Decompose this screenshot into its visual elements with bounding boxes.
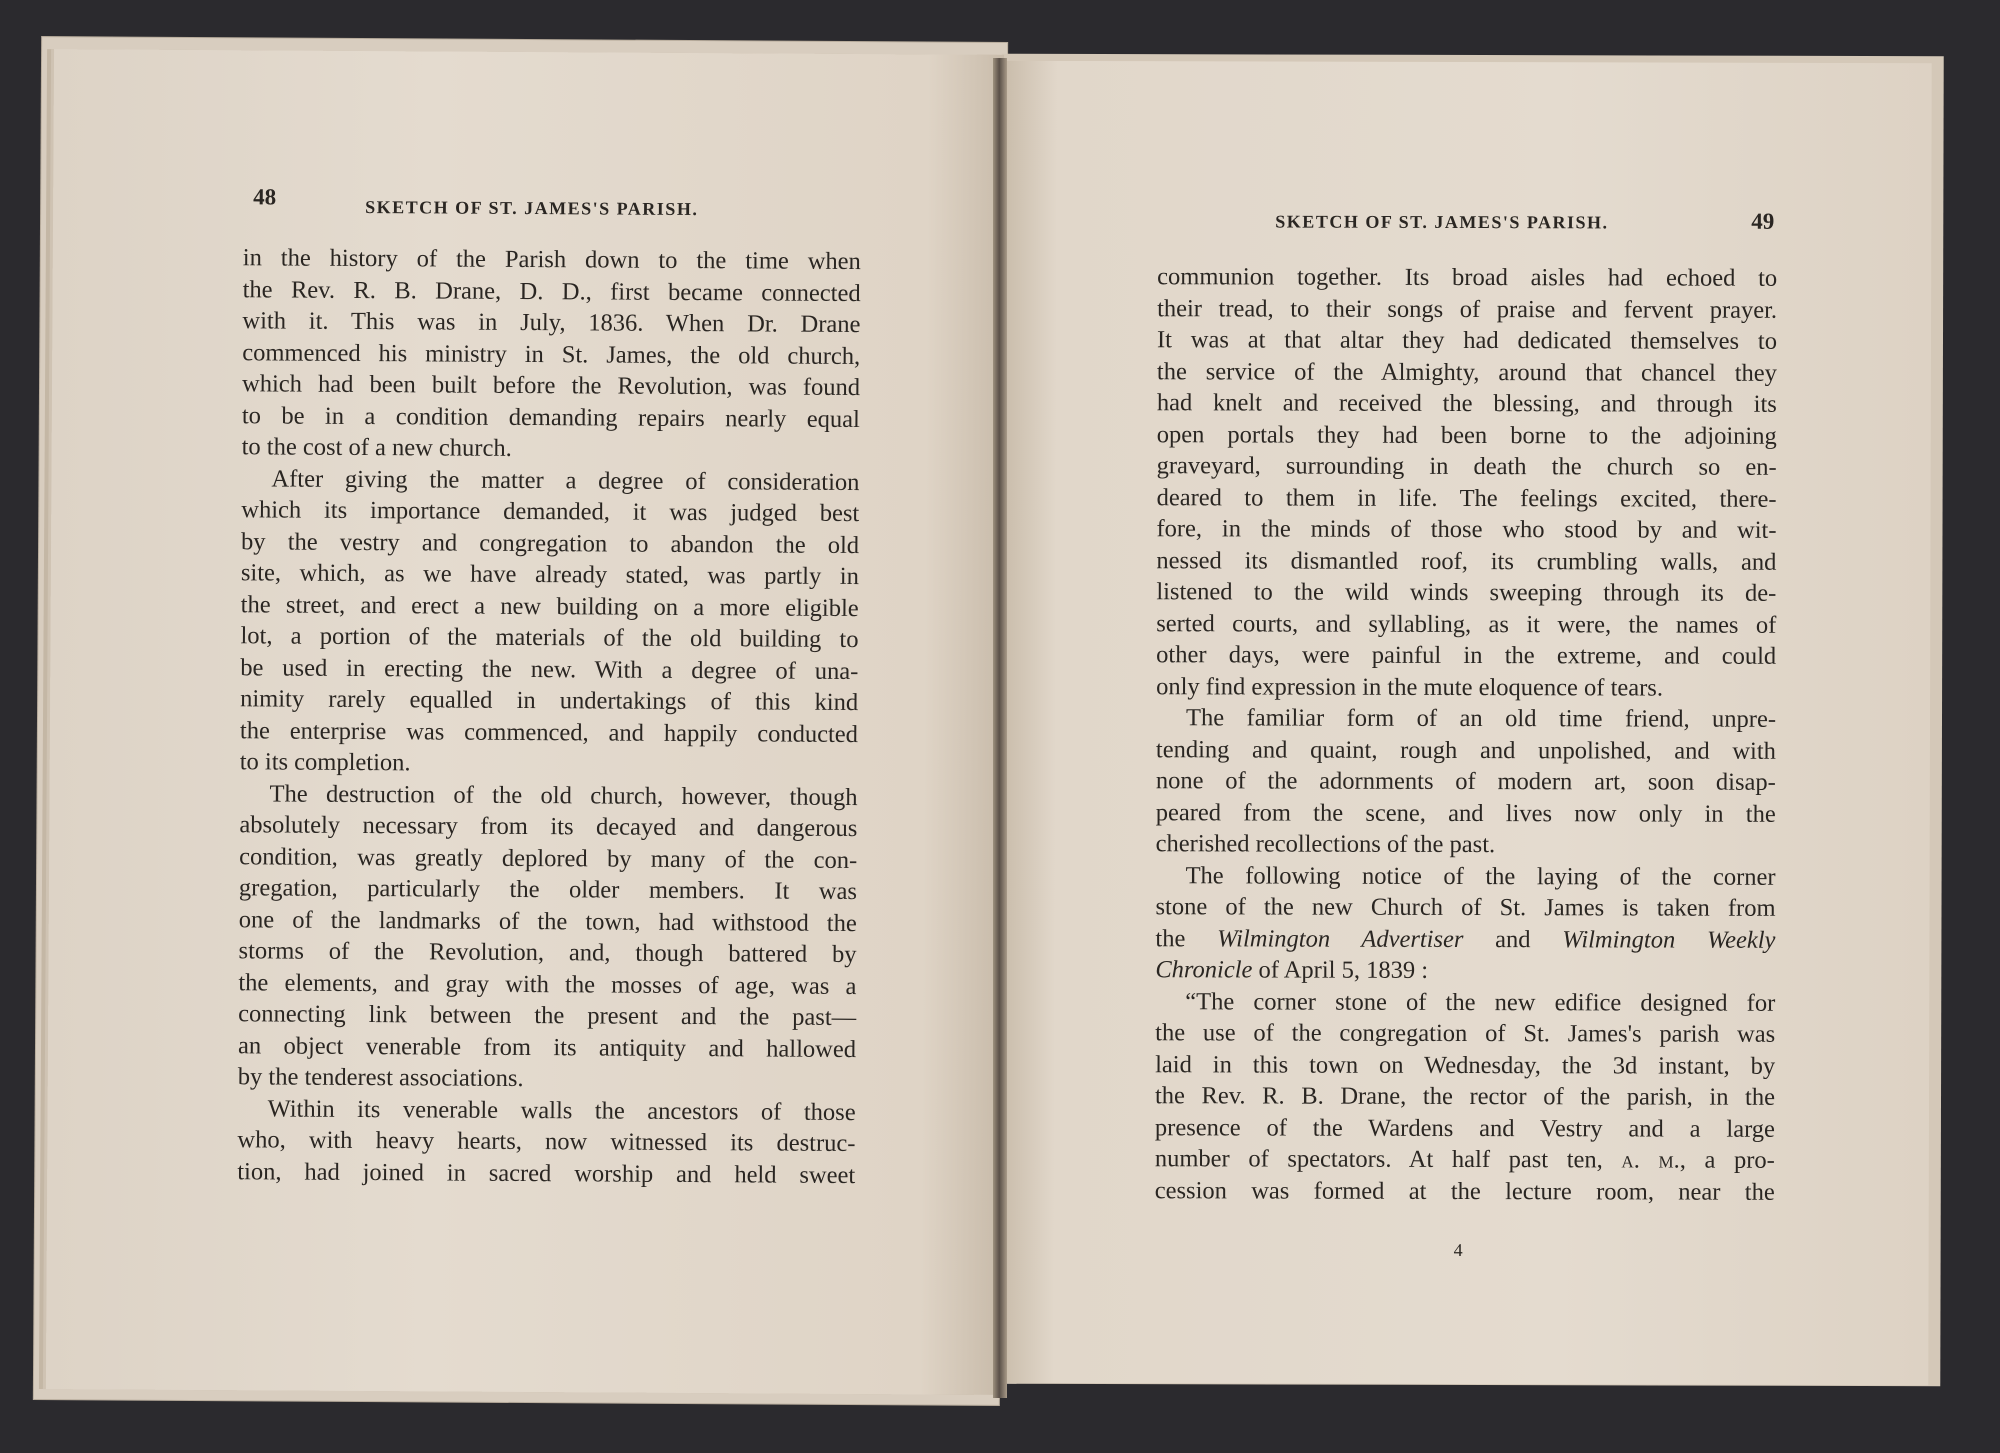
text-line: nimity rarely equalled in undertakings of this kind — [240, 685, 859, 717]
text-line: their tread, to their songs of praise and fervent prayer. — [1157, 294, 1778, 324]
text-line: cherished recollections of the past. — [1155, 830, 1496, 859]
text-line: the elements, and gray with the mosses of age, was a — [238, 968, 857, 1000]
text-line: open portals they had been borne to the adjoining — [1156, 420, 1777, 450]
right-body-text — [1155, 261, 1777, 1208]
text-line: an object venerable from its antiquity and hallowed — [237, 1031, 857, 1063]
text-line: be used in erecting the new. With a degree of una- — [240, 653, 859, 685]
text-line: laid in this town on Wednesday, the 3d instant, by — [1155, 1050, 1776, 1080]
text-line: only find expression in the mute eloquence of tears. — [1156, 672, 1664, 702]
text-line: gregation, particularly the older members. It was — [238, 874, 858, 906]
text-line: deared to them in life. The feelings excited, there- — [1156, 483, 1777, 513]
text-line: storms of the Revolution, and, though battered by — [238, 937, 857, 969]
text-line: fore, in the minds of those who stood by and wit- — [1156, 515, 1777, 544]
quote-line: number of spectators. At half past ten, a. m., a pro- — [1154, 1145, 1775, 1174]
text-line: serted courts, and syllabling, as it were, the names of — [1156, 609, 1777, 639]
text-line: lot, a portion of the materials of the old building to — [240, 622, 859, 654]
text-line: The following notice of the laying of the corner — [1185, 861, 1776, 891]
text-line: which its importance demanded, it was judged best — [241, 496, 860, 528]
text-line: graveyard, surrounding in death the church so en- — [1156, 452, 1777, 481]
text-line: connecting link between the present and the past— — [238, 1000, 857, 1032]
text-line: the street, and erect a new building on a more eligible — [240, 590, 859, 622]
text-line: the Rev. R. B. Drane, D. D., first became connected — [242, 275, 861, 307]
text-line: by the vestry and congregation to abandon the old — [241, 527, 860, 559]
left-page — [46, 49, 1004, 1395]
page-number-right: 49 — [1751, 208, 1775, 234]
page-number-left: 48 — [253, 184, 277, 210]
text-line: stone of the new Church of St. James is taken from — [1155, 893, 1776, 922]
citation-line: Chronicle of April 5, 1839 : — [1155, 956, 1429, 984]
text-line: to be in a condition demanding repairs nearly equal — [241, 401, 860, 433]
text-line: peared from the scene, and lives now only in the — [1155, 798, 1776, 828]
text-line: commenced his ministry in St. James, the old church, — [242, 338, 861, 370]
text-line: with it. This was in July, 1836. When Dr. Drane — [242, 307, 861, 339]
text-line: to its completion. — [239, 748, 411, 777]
text-line: tending and quaint, rough and unpolished, and with — [1155, 735, 1776, 765]
text-line: by the tenderest associations. — [237, 1063, 524, 1092]
text-line: It was at that altar they had dedicated themselves to — [1156, 326, 1778, 355]
text-line: The familiar form of an old time friend, unpre- — [1185, 704, 1777, 733]
book-gutter — [993, 58, 1007, 1398]
text-line: the service of the Almighty, around that chancel they — [1156, 357, 1777, 387]
text-line: Within its venerable walls the ancestors of those — [267, 1094, 856, 1126]
text-line: listened to the wild winds sweeping through its de- — [1156, 578, 1777, 607]
signature-mark: 4 — [1453, 1239, 1463, 1260]
citation-line: the Wilmington Advertiser and Wilmington Weekly — [1155, 924, 1776, 954]
text-line: nessed its dismantled roof, its crumbling walls, and — [1156, 546, 1777, 576]
text-line: absolutely necessary from its decayed and dangerous — [239, 811, 858, 843]
text-line: presence of the Wardens and Vestry and a large — [1154, 1113, 1775, 1143]
text-line: in the history of the Parish down to the time when — [242, 244, 861, 276]
text-line: communion together. Its broad aisles had echoed to — [1157, 263, 1778, 292]
text-line: the enterprise was commenced, and happily conducted — [239, 716, 859, 748]
text-line: the use of the congregation of St. James's parish was — [1155, 1019, 1776, 1048]
right-page — [998, 61, 1931, 1385]
text-line: The destruction of the old church, however, though — [269, 779, 858, 811]
text-line: After giving the matter a degree of consideration — [271, 464, 860, 496]
text-line: had knelt and received the blessing, and through its — [1156, 389, 1777, 418]
text-line: none of the adornments of modern art, soon disap- — [1155, 767, 1776, 796]
running-head-right: SKETCH OF ST. JAMES'S PARISH. — [1275, 211, 1609, 233]
text-line: site, which, as we have already stated, was partly in — [240, 559, 859, 591]
text-line: tion, had joined in sacred worship and held sweet — [237, 1157, 856, 1189]
running-head-left: SKETCH OF ST. JAMES'S PARISH. — [365, 197, 699, 220]
text-line: one of the landmarks of the town, had withstood the — [238, 905, 857, 937]
text-line: condition, was greatly deplored by many of the con- — [239, 842, 858, 874]
text-line: who, with heavy hearts, now witnessed its destruc- — [237, 1126, 856, 1158]
left-body-text — [237, 242, 861, 1191]
text-line: which had been built before the Revolution, was found — [241, 370, 861, 402]
text-line: “The corner stone of the new edifice designed for — [1185, 987, 1776, 1017]
text-line: other days, were painful in the extreme, and could — [1156, 641, 1777, 670]
text-line: to the cost of a new church. — [241, 433, 512, 462]
quote-line: cession was formed at the lecture room, near the — [1154, 1176, 1775, 1206]
text-line: the Rev. R. B. Drane, the rector of the parish, in the — [1154, 1082, 1776, 1111]
